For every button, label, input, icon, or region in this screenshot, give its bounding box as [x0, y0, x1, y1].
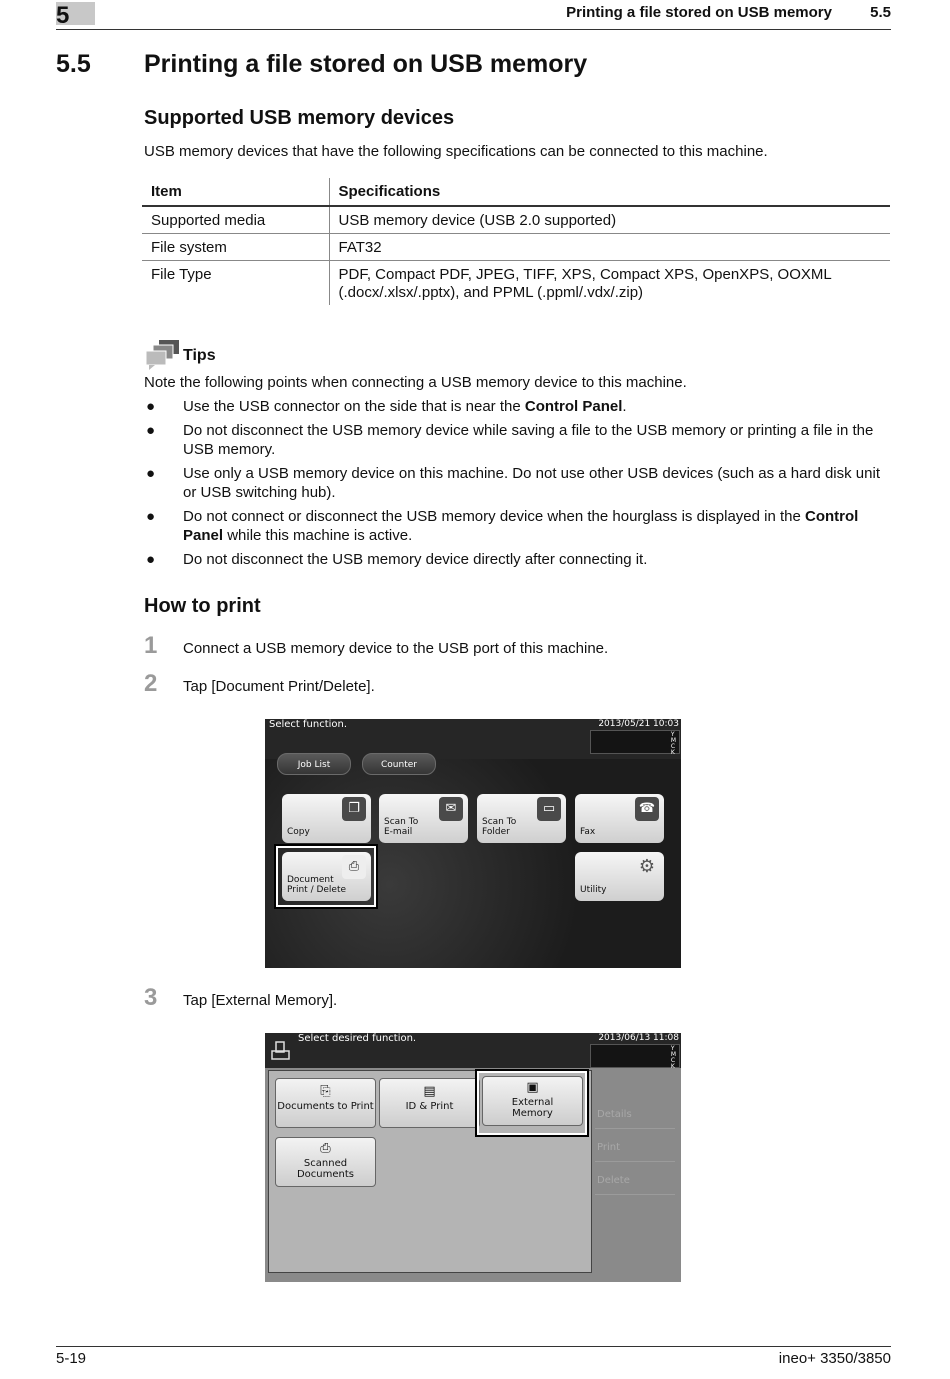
table-header-row: [142, 178, 890, 206]
table-row: [142, 261, 890, 306]
table-cell: Supported media: [142, 206, 329, 234]
table-row: [142, 206, 890, 234]
id-print-button[interactable]: ▤ ID & Print: [379, 1078, 480, 1128]
screen-datetime: 2013/05/21 10:03: [598, 719, 679, 729]
folder-icon: ▭: [537, 797, 561, 821]
documents-to-print-button[interactable]: ⎘ Documents to Print: [275, 1078, 376, 1128]
copy-icon: ❐: [342, 797, 366, 821]
utility-button[interactable]: ⚙ Utility: [575, 852, 664, 901]
screenshot-select-desired-function: [265, 1033, 681, 1282]
step-number: 2: [144, 670, 158, 697]
printer-icon: ⎙: [342, 855, 366, 879]
tips-label: Tips: [183, 347, 216, 364]
screenshot-select-function: [265, 719, 681, 968]
product-model: ineo+ 3350/3850: [778, 1350, 891, 1367]
divider: [595, 1194, 675, 1195]
col-header-item: Item: [142, 178, 329, 206]
document-icon: ⎘: [320, 1084, 331, 1099]
external-memory-button[interactable]: ▣ External Memory: [482, 1076, 583, 1126]
usb-heading: Supported USB memory devices: [144, 107, 455, 129]
id-card-icon: ▤: [423, 1084, 436, 1099]
spec-table: [142, 178, 890, 305]
tips-list: [144, 397, 892, 574]
gear-icon: ⚙: [638, 856, 656, 877]
divider: [595, 1128, 675, 1129]
screen-title: Select desired function.: [298, 1033, 417, 1044]
chapter-number: 5: [56, 2, 70, 29]
toner-levels: Y M C K: [670, 731, 676, 756]
email-icon: ✉: [439, 797, 463, 821]
document-print-delete-button[interactable]: ⎙ Document Print / Delete: [282, 852, 371, 901]
section-number: 5.5: [56, 50, 91, 78]
step-text: Connect a USB memory device to the USB port of this machine.: [183, 640, 609, 657]
toner-levels: Y M C K: [670, 1045, 676, 1070]
printer-icon: ⎙: [320, 1141, 331, 1156]
print-button[interactable]: Print: [597, 1142, 621, 1153]
step-number: 1: [144, 632, 158, 659]
list-item: ● Use only a USB memory device on this machine. Do not use other USB devices (such as a hard disk unit or USB switching hub).: [146, 465, 880, 501]
table-cell: File system: [142, 234, 329, 261]
howto-heading: How to print: [144, 595, 261, 617]
table-row: [142, 234, 890, 261]
table-cell: USB memory device (USB 2.0 supported): [329, 206, 890, 234]
table-cell: PDF, Compact PDF, JPEG, TIFF, XPS, Compact XPS, OpenXPS, OOXML (.docx/.xlsx/.pptx), and PPML (.ppml/.vdx/.zip): [338, 266, 832, 301]
list-item: ● Use the USB connector on the side that is near the Control Panel.: [146, 398, 627, 415]
divider: [595, 1161, 675, 1162]
page-number: 5-19: [56, 1350, 87, 1367]
counter-button[interactable]: Counter: [362, 753, 436, 775]
step-text: Tap [Document Print/Delete].: [183, 678, 375, 695]
usb-memory-icon: ▣: [526, 1080, 539, 1095]
header-rule: [56, 29, 891, 30]
scanned-documents-button[interactable]: ⎙ Scanned Documents: [275, 1137, 376, 1187]
running-header-title: Printing a file stored on USB memory: [566, 4, 832, 21]
delete-button[interactable]: Delete: [597, 1175, 630, 1186]
fax-icon: ☎: [635, 797, 659, 821]
step-text: Tap [External Memory].: [183, 992, 338, 1009]
scan-to-email-button[interactable]: ✉ Scan To E-mail: [379, 794, 468, 843]
usb-intro: USB memory devices that have the following specifications can be connected to this machine.: [144, 143, 768, 160]
table-cell: FAT32: [329, 234, 890, 261]
table-cell: File Type: [142, 261, 329, 306]
copy-button[interactable]: ❐ Copy: [282, 794, 371, 843]
tips-intro: Note the following points when connecting a USB memory device to this machine.: [144, 374, 687, 391]
col-header-spec: Specifications: [329, 178, 890, 206]
document-print-icon: [271, 1041, 291, 1061]
screen-datetime: 2013/06/13 11:08: [598, 1033, 679, 1043]
list-item: ● Do not disconnect the USB memory device while saving a file to the USB memory or printing a file in the USB memory.: [146, 422, 874, 458]
scan-to-folder-button[interactable]: ▭ Scan To Folder: [477, 794, 566, 843]
screen-title: Select function.: [269, 719, 348, 730]
tips-icon: [145, 339, 182, 371]
job-list-button[interactable]: Job List: [277, 753, 351, 775]
toner-indicator: [590, 1044, 680, 1068]
step-number: 3: [144, 984, 158, 1011]
toner-indicator: [590, 730, 680, 754]
details-button[interactable]: Details: [597, 1109, 632, 1120]
section-title: Printing a file stored on USB memory: [144, 50, 588, 78]
running-header-section: 5.5: [870, 4, 891, 21]
fax-button[interactable]: ☎ Fax: [575, 794, 664, 843]
list-item: ● Do not connect or disconnect the USB memory device when the hourglass is displayed in the Control Panel while this machine is active.: [146, 508, 859, 544]
list-item: ● Do not disconnect the USB memory device directly after connecting it.: [146, 551, 648, 568]
footer-rule: [56, 1346, 891, 1347]
